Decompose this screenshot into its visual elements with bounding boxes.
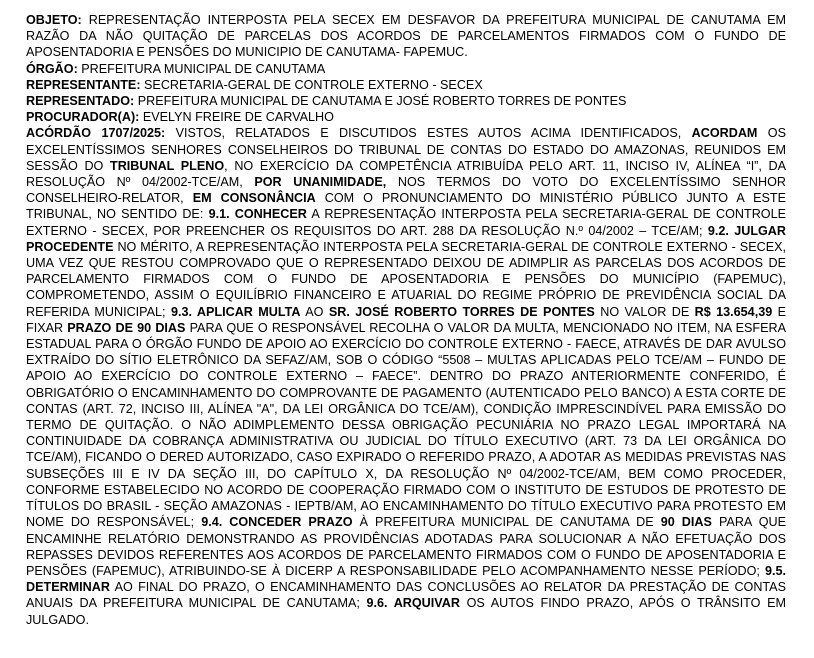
- representante-paragraph: [26, 77, 786, 93]
- representado-text: PREFEITURA MUNICIPAL DE CANUTAMA E JOSÉ ROBERTO TORRES DE PONTES: [137, 94, 627, 109]
- unanimidade-keyword: POR UNANIMIDADE,: [254, 175, 387, 190]
- acordao-text-5: COM O PRONUNCIAMENTO DO MINISTÉRIO PÚBLICO JUNTO A ESTE TRIBUNAL, NO SENTIDO DE:: [26, 191, 787, 222]
- document-body: [26, 12, 786, 628]
- responsible-name: SR. JOSÉ ROBERTO TORRES DE PONTES: [328, 304, 595, 319]
- item-9-5-heading: 9.5. DETERMINAR: [26, 563, 786, 595]
- objeto-text: REPRESENTAÇÃO INTERPOSTA PELA SECEX EM DESFAVOR DA PREFEITURA MUNICIPAL DE CANUTAMA EM RAZÃO DA NÃO QUITAÇÃO DE PARCELAS DOS ACORDOS DE PARCELAMENTOS FIRMADOS COM O FUNDO DE APOSENTADORIA E PENSÕES DO MUNICIPIO DE CANUTAMA- FAPEMUC.: [26, 13, 786, 60]
- objeto-label: OBJETO:: [26, 13, 82, 27]
- orgao-paragraph: [26, 61, 786, 77]
- deadline-keyword: PRAZO DE 90 DIAS: [67, 320, 186, 335]
- acordao-text-2: OS EXCELENTÍSSIMOS SENHORES CONSELHEIROS DO TRIBUNAL DE CONTAS DO ESTADO DO AMAZONAS, REUNIDOS EM SESSÃO DO: [26, 126, 786, 173]
- acordao-text-1: VISTOS, RELATADOS E DISCUTIDOS ESTES AUTOS ACIMA IDENTIFICADOS,: [175, 126, 682, 141]
- objeto-paragraph: [26, 12, 786, 61]
- consonancia-keyword: EM CONSONÂNCIA: [192, 191, 316, 206]
- item-9-6-heading: 9.6. ARQUIVAR: [366, 596, 460, 611]
- fine-amount: R$ 13.654,39: [694, 304, 773, 319]
- days-keyword: 90 DIAS: [660, 515, 712, 530]
- acordao-paragraph: [26, 125, 786, 627]
- acordao-text-8: AO: [305, 304, 324, 319]
- item-9-4-heading: 9.4. CONCEDER PRAZO: [201, 515, 353, 530]
- representado-paragraph: [26, 93, 786, 109]
- procurador-paragraph: [26, 109, 786, 125]
- representante-text: SECRETARIA-GERAL DE CONTROLE EXTERNO - SECEX: [144, 77, 483, 92]
- acordao-text-11: PARA QUE O RESPONSÁVEL RECOLHA O VALOR DA MULTA, MENCIONADO NO ITEM, NA ESFERA ESTADUAL PARA O ÓRGÃO FUNDO DE APOIO AO EXERCÍCIO DO CONTROLE EXTERNO - FAECE, ATRAVÉS DE DAR AVULSO EXTRAÍDO DO SÍTIO ELETRÔNICO DA SEFAZ/AM, SOB O CÓDIGO “5508 – MULTAS APLICADAS PELO TCE/AM – FUNDO DE APOIO AO EXERCÍCIO DO CONTROLE EXTERNO – FAECE”. DENTRO DO PRAZO ANTERIORMENTE CONFERIDO, É OBRIGATÓRIO O ENCAMINHAMENTO DO COMPROVANTE DE PAGAMENTO (AUTENTICADO PELO BANCO) A ESTA CORTE DE CONTAS (ART. 72, INCISO III, ALÍNEA "A", DA LEI ORGÂNICA DO TCE/AM), CONDIÇÃO IMPRESCINDÍVEL PARA EMISSÃO DO TERMO DE QUITAÇÃO. O NÃO ADIMPLEMENTO DESSA OBRIGAÇÃO PECUNIÁRIA NO PRAZO LEGAL IMPORTARÁ NA CONTINUIDADE DA COBRANÇA ADMINISTRATIVA OU JUDICIAL DO TÍTULO EXECUTIVO (ART. 73 DA LEI ORGÂNICA DO TCE/AM), FICANDO O DERED AUTORIZADO, CASO EXPIRADO O REFERIDO PRAZO, A ADOTAR AS MEDIDAS PREVISTAS NAS SUBSEÇÕES III E IV DA SEÇÃO III, DO CAPÍTULO X, DA RESOLUÇÃO Nº 04/2002-TCE/AM, BEM COMO PROCEDER, CONFORME ESTABELECIDO NO ACORDO DE COOPERAÇÃO FIRMADO COM O INSTITUTO DE ESTUDOS DE PROTESTO DE TÍTULOS DO BRASIL - SEÇÃO AMAZONAS - IEPTB/AM, AO ENCAMINHAMENTO DO TÍTULO EXECUTIVO PARA PROTESTO EM NOME DO RESPONSÁVEL;: [26, 320, 787, 530]
- item-9-2-heading: 9.2. JULGAR PROCEDENTE: [26, 223, 786, 254]
- representante-label: REPRESENTANTE:: [26, 77, 141, 92]
- acordam-keyword: ACORDAM: [691, 126, 758, 141]
- orgao-label: ÓRGÃO:: [26, 61, 78, 76]
- acordao-text-15: OS AUTOS FINDO PRAZO, APÓS O TRÂNSITO EM JULGADO.: [26, 596, 786, 627]
- procurador-label: PROCURADOR(A):: [26, 110, 140, 125]
- acordao-text-12: À PREFEITURA MUNICIPAL DE CANUTAMA DE: [359, 515, 654, 530]
- acordao-text-4: NOS TERMOS DO VOTO DO EXCELENTÍSSIMO SENHOR CONSELHEIRO-RELATOR,: [26, 175, 787, 206]
- representado-label: REPRESENTADO:: [26, 94, 135, 109]
- procurador-text: EVELYN FREIRE DE CARVALHO: [142, 110, 334, 125]
- orgao-text: PREFEITURA MUNICIPAL DE CANUTAMA: [81, 61, 326, 76]
- acordao-text-9: NO VALOR DE: [600, 304, 690, 319]
- acordao-label: ACÓRDÃO 1707/2025:: [26, 126, 166, 141]
- acordao-text-13: PARA QUE ENCAMINHE RELATÓRIO DEMONSTRANDO AS PROVIDÊNCIAS ADOTADAS PARA SOLUCIONAR A NÃO EFETUAÇÃO DOS REPASSES DEVIDOS REFERENTES AOS ACORDOS DE PARCELAMENTO FIRMADOS COM O FUNDO DE APOSENTADORIA E PENSÕES (FAPEMUC), ATRIBUINDO-SE À DICERP A RESPONSABILIDADE PELO ACOMPANHAMENTO NESSE PERÍODO;: [26, 515, 786, 578]
- item-9-1-heading: 9.1. CONHECER: [208, 207, 307, 222]
- acordao-text-6: A REPRESENTAÇÃO INTERPOSTA PELA SECRETARIA-GERAL DE CONTROLE EXTERNO - SECEX, POR PREENCHER OS REQUISITOS DO ART. 288 DA RESOLUÇÃO N.º 04/2002 – TCE/AM;: [26, 207, 787, 238]
- acordao-text-7: NO MÉRITO, A REPRESENTAÇÃO INTERPOSTA PELA SECRETARIA-GERAL DE CONTROLE EXTERNO - SECEX, UMA VEZ QUE RESTOU COMPROVADO QUE O REPRESENTADO DEIXOU DE ADIMPLIR AS PARCELAS DOS ACORDOS DE PARCELAMENTO FIRMADOS COM O FUNDO DE APOSENTADORIA E PENSÕES DO MUNICÍPIO (FAPEMUC), COMPROMETENDO, ASSIM O EQUILÍBRIO FINANCEIRO E ATUARIAL DO REGIME PRÓPRIO DE PREVIDÊNCIA SOCIAL DA REFERIDA MUNICIPAL;: [26, 239, 786, 319]
- item-9-3-heading: 9.3. APLICAR MULTA: [170, 304, 301, 319]
- acordao-text-10: E FIXAR: [26, 304, 787, 335]
- tribunal-pleno-keyword: TRIBUNAL PLENO: [110, 158, 225, 173]
- acordao-text-3: , NO EXERCÍCIO DA COMPETÊNCIA ATRIBUÍDA PELO ART. 11, INCISO IV, ALÍNEA “I”, DA RESOLUÇÃO Nº 04/2002-TCE/AM,: [26, 158, 787, 190]
- acordao-text-14: AO FINAL DO PRAZO, O ENCAMINHAMENTO DAS CONCLUSÕES AO RELATOR DA PRESTAÇÃO DE CONTAS ANUAIS DA PREFEITURA MUNICIPAL DE CANUTAMA;: [26, 580, 786, 611]
